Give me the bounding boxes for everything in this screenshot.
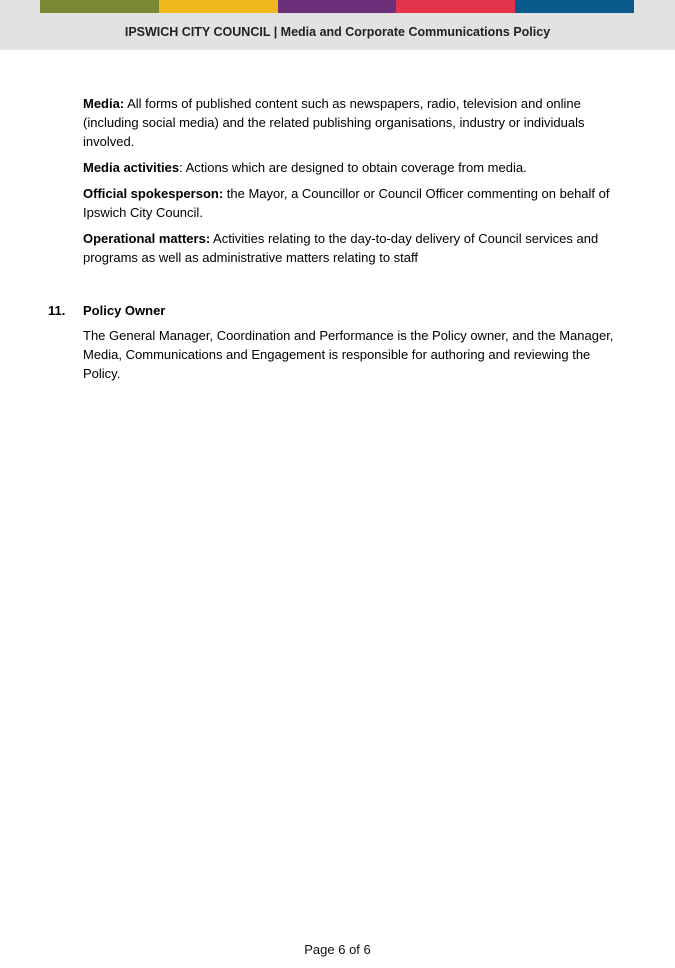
definition-term: Media: <box>83 96 125 111</box>
definitions-list <box>83 94 628 274</box>
color-segment-olive <box>40 0 159 13</box>
section-body: The General Manager, Coordination and Performance is the Policy owner, and the Manager, Media, Communications and Engagement is responsible for authoring and reviewing the Policy. <box>83 328 614 381</box>
definition-text: the Mayor, a Councillor or Council Officer commenting on behalf of Ipswich City Council. <box>83 186 610 220</box>
definition-term: Official spokesperson: <box>83 186 224 201</box>
header-title: IPSWICH CITY COUNCIL | Media and Corporate Communications Policy <box>124 25 551 39</box>
color-segment-yellow <box>159 0 278 13</box>
header-color-bar <box>40 0 634 13</box>
definition-term: Media activities <box>83 160 180 175</box>
definition-official-spokesperson <box>83 184 628 222</box>
section-heading <box>48 301 628 320</box>
definition-text: : Actions which are designed to obtain coverage from media. <box>179 160 527 175</box>
section-policy-owner <box>48 301 628 383</box>
color-segment-purple <box>278 0 397 13</box>
color-segment-blue <box>515 0 634 13</box>
definition-media <box>83 94 628 151</box>
color-segment-red <box>396 0 515 13</box>
definition-operational-matters <box>83 229 628 267</box>
definition-text: All forms of published content such as newspapers, radio, television and online (including social media) and the related publishing organisations, industry or individuals involved. <box>83 96 585 149</box>
page-header <box>0 0 675 50</box>
definition-text: Activities relating to the day-to-day delivery of Council services and programs as well as administrative matters relating to staff <box>83 231 599 265</box>
definition-term: Operational matters: <box>83 231 211 246</box>
section-number: 11. <box>48 303 66 318</box>
section-title: Policy Owner <box>83 303 166 318</box>
definition-media-activities <box>83 158 628 177</box>
page-number: Page 6 of 6 <box>304 942 371 957</box>
